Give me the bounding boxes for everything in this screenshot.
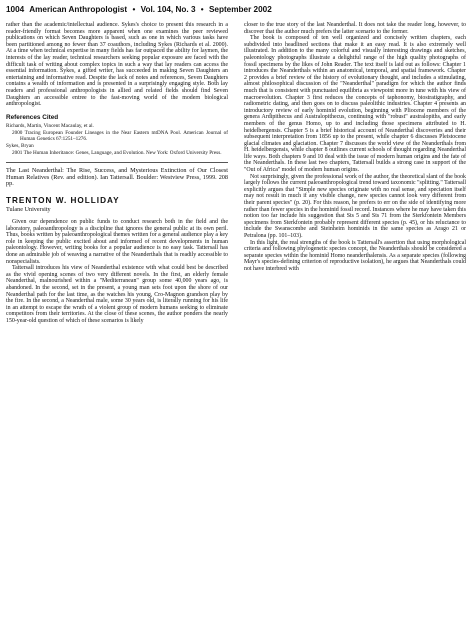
references-heading: References Cited [6, 113, 59, 121]
page-number: 1004 [6, 5, 25, 14]
body-paragraph: closer to the true story of the last Neanderthal. It does not take the reader long, however, to discover that the author much prefers the latter scenario to the former. [244, 22, 466, 35]
reference-author: Sykes, Bryan [6, 142, 34, 149]
body-paragraph: Tattersall introduces his view of Neanderthal existence with what could best be described as the vivid opening scenes of two very different novels. In the first, an elderly female Neanderthal, malnourished within a "Mediterranean" group some 40,000 years ago, is abandoned. In the second, set in the present, a young man sets foot upon the shore of our Neanderthal path for the last time, as the watches his young, Cro-Magnon grandson play by the fire. In the second, a Neanderthal male, some 30 years old, is literally running for his life in an attempt to escape the wrath of a violent group of modern humans seeking to eliminate competitors from their territories. At the close of these scenes, the author ponders the nearly 150-year-old question of which of these scenarios is likely [6, 265, 228, 325]
review-book-title: The Last Neanderthal: The Rise, Success, and Mysterious Extinction of Our Closest Human Relatives (Rev. and edition). Ian Tattersall. Boulder: Westview Press, 1999. 208 pp. [6, 166, 228, 188]
body-paragraph: Not surprisingly, given the professional work of the author, the theoretical slant of the book largely follows the current paleoanthropological trend toward taxonomic "splitting." Tattersall explicitly argues that "Simple new species originate with no real sense, and speciation itself may not result in much if any visible change, new species cannot look very different from their parent species" (p. 20). For this reason, he prefers to err on the side of identifying more rather than fewer species in the hominid fossil record. Instances where he may have taken this notion too far include his suggestion that Sts 5 and Sts 71 from the Sterkfontein Members specimens from Sterkfontein probably represent different species (p. 45), or his reluctance to include the Swanscombe and Steinheim hominids in the same species as Arago 21 or Petralona (pp. 101–103). [244, 173, 466, 239]
section-divider [6, 162, 228, 163]
header-separator: • [132, 5, 136, 14]
journal-name: American Anthropologist [29, 5, 128, 14]
reference-entry: 2001 The Human Inheritance: Genes, Language, and Evolution. New York: Oxford University Press. [12, 149, 222, 156]
reference-entry: 2000 Tracing European Founder Lineages in the Near Eastern mtDNA Pool. American Journal of Human Genetics 67:1251–1276. [12, 129, 228, 142]
left-column [6, 22, 228, 325]
issue-date: September 2002 [208, 5, 272, 14]
body-paragraph: rather than the academic/intellectual audience. Sykes's choice to present this research in a reader-friendly format becomes more apparent when one examines the peer reviewed publications on which Seven Daughters is based, such as one in which various tasks have been partitioned among no fewer than 37 coauthors, including Sykes (Richards et al. 2000). At a time when technical expertise in many fields has far outpaced the ability for laymen, the interests of the lay reader, technical researchers seeking popular exposure are faced with the difficult task of writing about complex topics in such a way that lay readers can access the essential information. Sykes, a gifted writer, has succeeded in making Seven Daughters an entertaining and informative read. Despite the lack of notes and references, Seven Daughters contains a wealth of information and is presented in a surprisingly engaging style. Both lay readers and professional anthropologists in allied and related fields should find Seven Daughters an accessible entree to the fast-moving world of the modern biological anthropologist. [6, 22, 228, 108]
right-column [244, 22, 466, 273]
body-paragraph: In this light, the real strengths of the book is Tattersall's assertion that using morphological criteria and following phylogenetic species concept, the Neanderthals should be considered a separate species within the hominid Homo neanderthalensis. As a separate species (following Mayr's species-defining criterion of reproductive isolation), he argues that Neanderthals could not have interbred with [244, 239, 466, 272]
reviewer-name: TRENTON W. HOLLIDAY [6, 196, 120, 206]
body-paragraph: The book is composed of ten well organized and concisely written chapters, each subdivided into headlined sections that make it an easy read. It is also extremely well illustrated. In addition to the many colorful and visually interesting drawings and sketches, paleontology photographs illustrate a delightful range of the high quality photographs of fossil specimens by the likes of John Reader. The text itself is laid out as follows: Chapter 1 introduces the Neanderthals within an anatomical, temporal, and spatial framework. Chapter 2 provides a brief review of the history of evolutionary thought, and includes a stimulating, almost philosophical discussion of the "Neanderthal" paradigm for which the author finds much that is consistent with punctuated equilibria as viewpoint more in tune with his view of macroevolution. Chapter 3 first reduces the concepts of taphonomy, biostratigraphy, and radiometric dating, and then goes on to discuss paleolithic industries. Chapter 4 presents an introductory review of early hominid evolution, beginning with Pliocene members of the genera Ardipithecus and Australopithecus, continuing with "robust" australopiths, and early members of the genus Homo, up to and including those specimens attributed to H. heidelbergensis. Chapter 5 is a brief historical account of Neanderthal discoveries and their subsequent interpretation from 1856 up to the present, while chapter 6 discusses Pleistocene glacial climates and glaciation. Chapter 7 discusses the world view of the Neanderthals from H. heidelbergensis, while chapter 8 outlines current schools of thought regarding Neanderthal life ways. Both chapters 9 and 10 deal with the issue of modern human origins and the fate of the Neanderthals. In these last two chapters, Tattersall builds a strong case in support of the "Out of Africa" model of modern human origins. [244, 35, 466, 174]
body-paragraph: Given our dependence on public funds to conduct research both in the field and the laboratory, paleoanthropology is a discipline that ignores the general public at its own peril. Thus, books written by paleoanthropological themes written for a general audience play a key role in keeping the public excited about and informed of recent developments in human paleontology. However, writing books for a popular audience is no easy task. Tattersall has done an admirable job of weaving a narrative of the Neanderthals that is readily accessible to nonspecialists. [6, 219, 228, 265]
reviewer-affiliation: Tulane University [6, 206, 51, 214]
running-header [6, 5, 468, 17]
header-separator: • [200, 5, 204, 14]
volume-issue: Vol. 104, No. 3 [140, 5, 196, 14]
reference-author: Richards, Martin, Vincent Macaulay, et al. [6, 122, 94, 129]
